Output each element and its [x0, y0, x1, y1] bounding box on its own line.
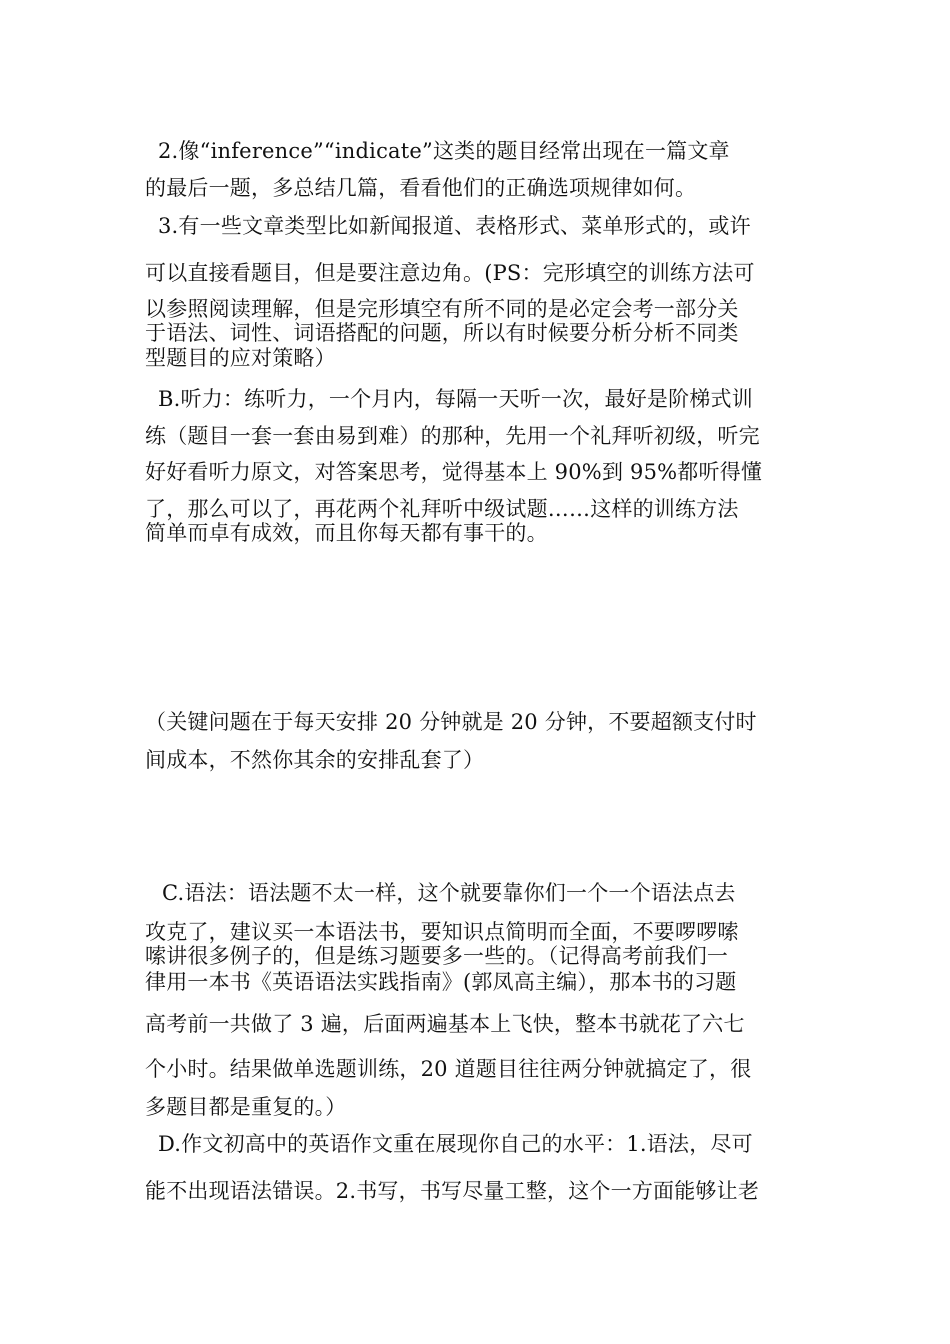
paragraph-2-line-4: 于语法、词性、词语搭配的问题，所以有时候要分析分析不同类 [145, 321, 739, 345]
paragraph-5-line-6: 个小时。结果做单选题训练，20 道题目往往两分钟就搞定了，很 [145, 1057, 752, 1081]
paragraph-5-line-3: 嗦讲很多例子的，但是练习题要多一些的。（记得高考前我们一 [145, 944, 729, 968]
paragraph-5-line-1: C.语法：语法题不太一样，这个就要靠你们一个一个语法点去 [162, 881, 736, 905]
paragraph-2-line-2: 可以直接看题目，但是要注意边角。(PS：完形填空的训练方法可 [145, 261, 755, 285]
paragraph-4-line-1: （关键问题在于每天安排 20 分钟就是 20 分钟，不要超额支付时 [145, 710, 757, 734]
paragraph-4-line-2: 间成本，不然你其余的安排乱套了） [145, 748, 485, 772]
paragraph-1-line-1: 2.像“inference”“indicate”这类的题目经常出现在一篇文章 [158, 139, 730, 163]
paragraph-3-line-3: 好好看听力原文，对答案思考，觉得基本上 90%到 95%都听得懂 [145, 460, 763, 484]
paragraph-5-line-7: 多题目都是重复的。） [145, 1095, 347, 1119]
paragraph-3-line-1: B.听力：练听力，一个月内，每隔一天听一次，最好是阶梯式训 [158, 387, 753, 411]
paragraph-6-line-1: D.作文初高中的英语作文重在展现你自己的水平：1.语法，尽可 [158, 1132, 753, 1156]
paragraph-5-line-5: 高考前一共做了 3 遍，后面两遍基本上飞快，整本书就花了六七 [145, 1012, 745, 1036]
paragraph-5-line-4: 律用一本书《英语语法实践指南》(郭凤高主编），那本书的习题 [145, 970, 737, 994]
paragraph-2-line-3: 以参照阅读理解，但是完形填空有所不同的是必定会考一部分关 [145, 297, 739, 321]
paragraph-2-line-5: 型题目的应对策略） [145, 346, 336, 370]
paragraph-1-line-2: 的最后一题，多总结几篇，看看他们的正确选项规律如何。 [145, 176, 697, 200]
paragraph-3-line-2: 练（题目一套一套由易到难）的那种，先用一个礼拜听初级，听完 [145, 424, 760, 448]
paragraph-6-line-2: 能不出现语法错误。2.书写，书写尽量工整，这个一方面能够让老 [145, 1179, 760, 1203]
paragraph-3-line-5: 简单而卓有成效，而且你每天都有事干的。 [145, 521, 548, 545]
paragraph-3-line-4: 了，那么可以了，再花两个礼拜听中级试题……这样的训练方法 [145, 497, 739, 521]
paragraph-2-line-1: 3.有一些文章类型比如新闻报道、表格形式、菜单形式的，或许 [158, 214, 751, 238]
paragraph-5-line-2: 攻克了，建议买一本语法书，要知识点简明而全面，不要啰啰嗦 [145, 920, 739, 944]
